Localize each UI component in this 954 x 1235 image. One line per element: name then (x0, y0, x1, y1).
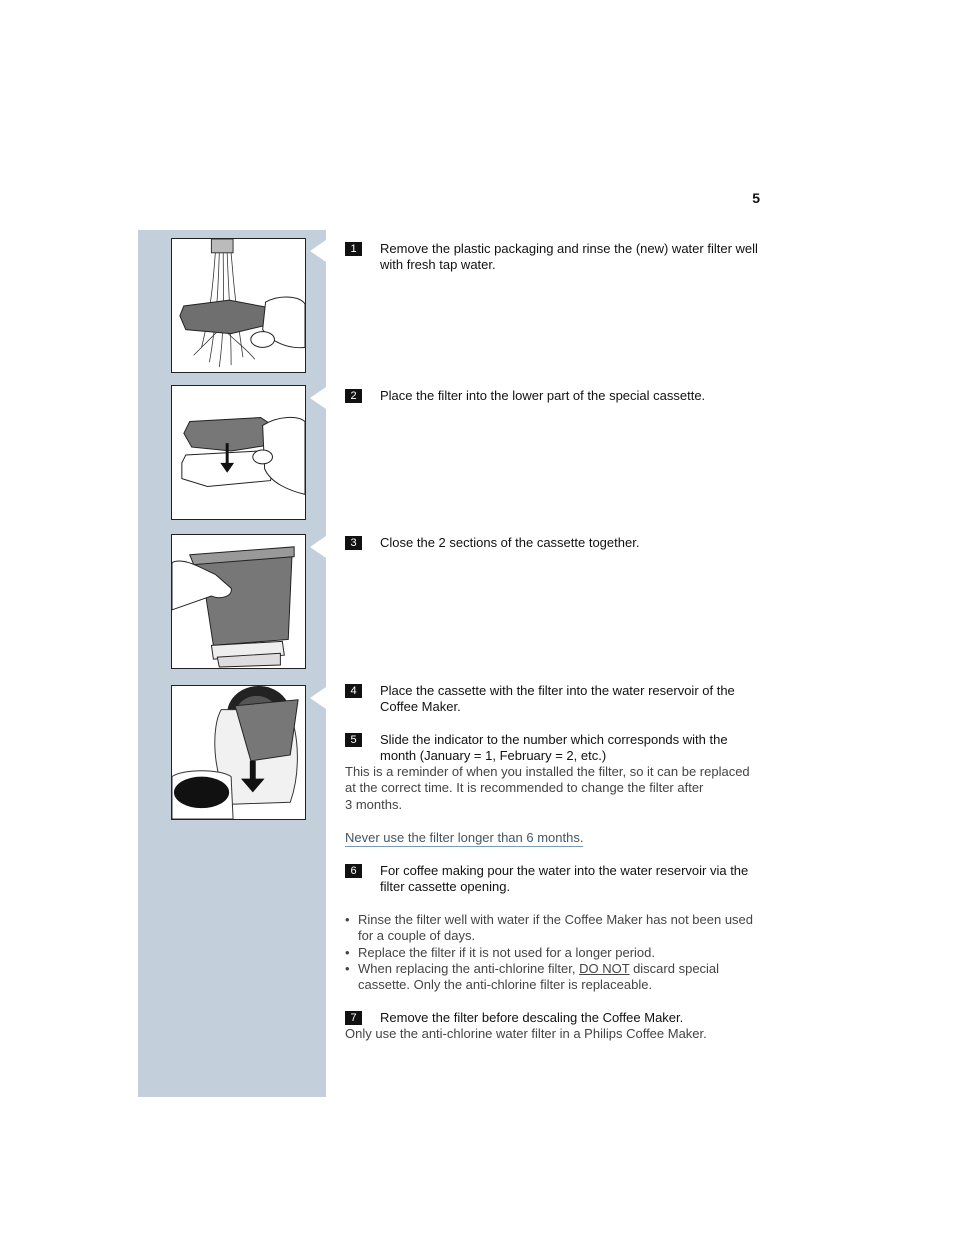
tips-list (345, 912, 765, 993)
page-number: 5 (752, 190, 760, 206)
close-cassette-illustration (171, 534, 306, 669)
reminder-line: This is a reminder of when you installed the filter, so it can be replaced (345, 764, 750, 779)
step-text: Slide the indicator to the number which corresponds with the month (January = 1, February = 2, etc.) (380, 732, 728, 764)
step-number: 5 (345, 733, 362, 747)
list-item (345, 961, 765, 994)
step-number: 4 (345, 684, 362, 698)
step-text: Remove the filter before descaling the Coffee Maker. (380, 1010, 684, 1025)
tips-list-container (345, 912, 765, 993)
warning-note (345, 830, 765, 846)
step-7 (345, 1010, 765, 1026)
reminder-line: at the correct time. It is recommended to change the filter after (345, 780, 704, 796)
step-text: Place the filter into the lower part of the special cassette. (380, 388, 706, 403)
step-number: 1 (345, 242, 362, 256)
step-1 (345, 241, 765, 274)
warning-text: Never use the filter longer than 6 months. (345, 830, 584, 845)
step-text: For coffee making pour the water into the water reservoir via the filter cassette opening. (380, 863, 749, 895)
step-number: 2 (345, 389, 362, 403)
figure-pointer (310, 687, 326, 709)
step-text: Close the 2 sections of the cassette together. (380, 535, 640, 550)
bullet-text: discard special cassette. Only the anti-chlorine filter is replaceable. (358, 960, 720, 993)
figure-pointer (310, 536, 326, 558)
reminder-line: 3 months. (345, 796, 403, 812)
step-6 (345, 863, 765, 896)
place-filter-illustration (171, 385, 306, 520)
rinse-filter-illustration (171, 238, 306, 373)
step-number: 6 (345, 864, 362, 878)
reminder-note (345, 764, 765, 813)
do-not-emphasis: DO NOT (579, 960, 630, 976)
step-number: 3 (345, 536, 362, 550)
step-text: Place the cassette with the filter into the water reservoir of the Coffee Maker. (380, 683, 735, 715)
list-item: • Rinse the filter well with water if the Coffee Maker has not been used for a couple of days. (345, 912, 765, 945)
step-2 (345, 388, 765, 404)
step-text: Remove the plastic packaging and rinse the (new) water filter well with fresh tap water. (380, 241, 758, 273)
bullet-text: When replacing the anti-chlorine filter, (358, 960, 580, 976)
step-3 (345, 535, 765, 551)
step-number: 7 (345, 1011, 362, 1025)
figure-pointer (310, 387, 326, 409)
step-5 (345, 732, 765, 765)
list-item: • Replace the filter if it is not used for a longer period. (345, 945, 765, 961)
insert-cassette-illustration (171, 685, 306, 820)
final-note: Only use the anti-chlorine water filter in a Philips Coffee Maker. (345, 1026, 707, 1041)
figure-pointer (310, 240, 326, 262)
step-4 (345, 683, 765, 716)
